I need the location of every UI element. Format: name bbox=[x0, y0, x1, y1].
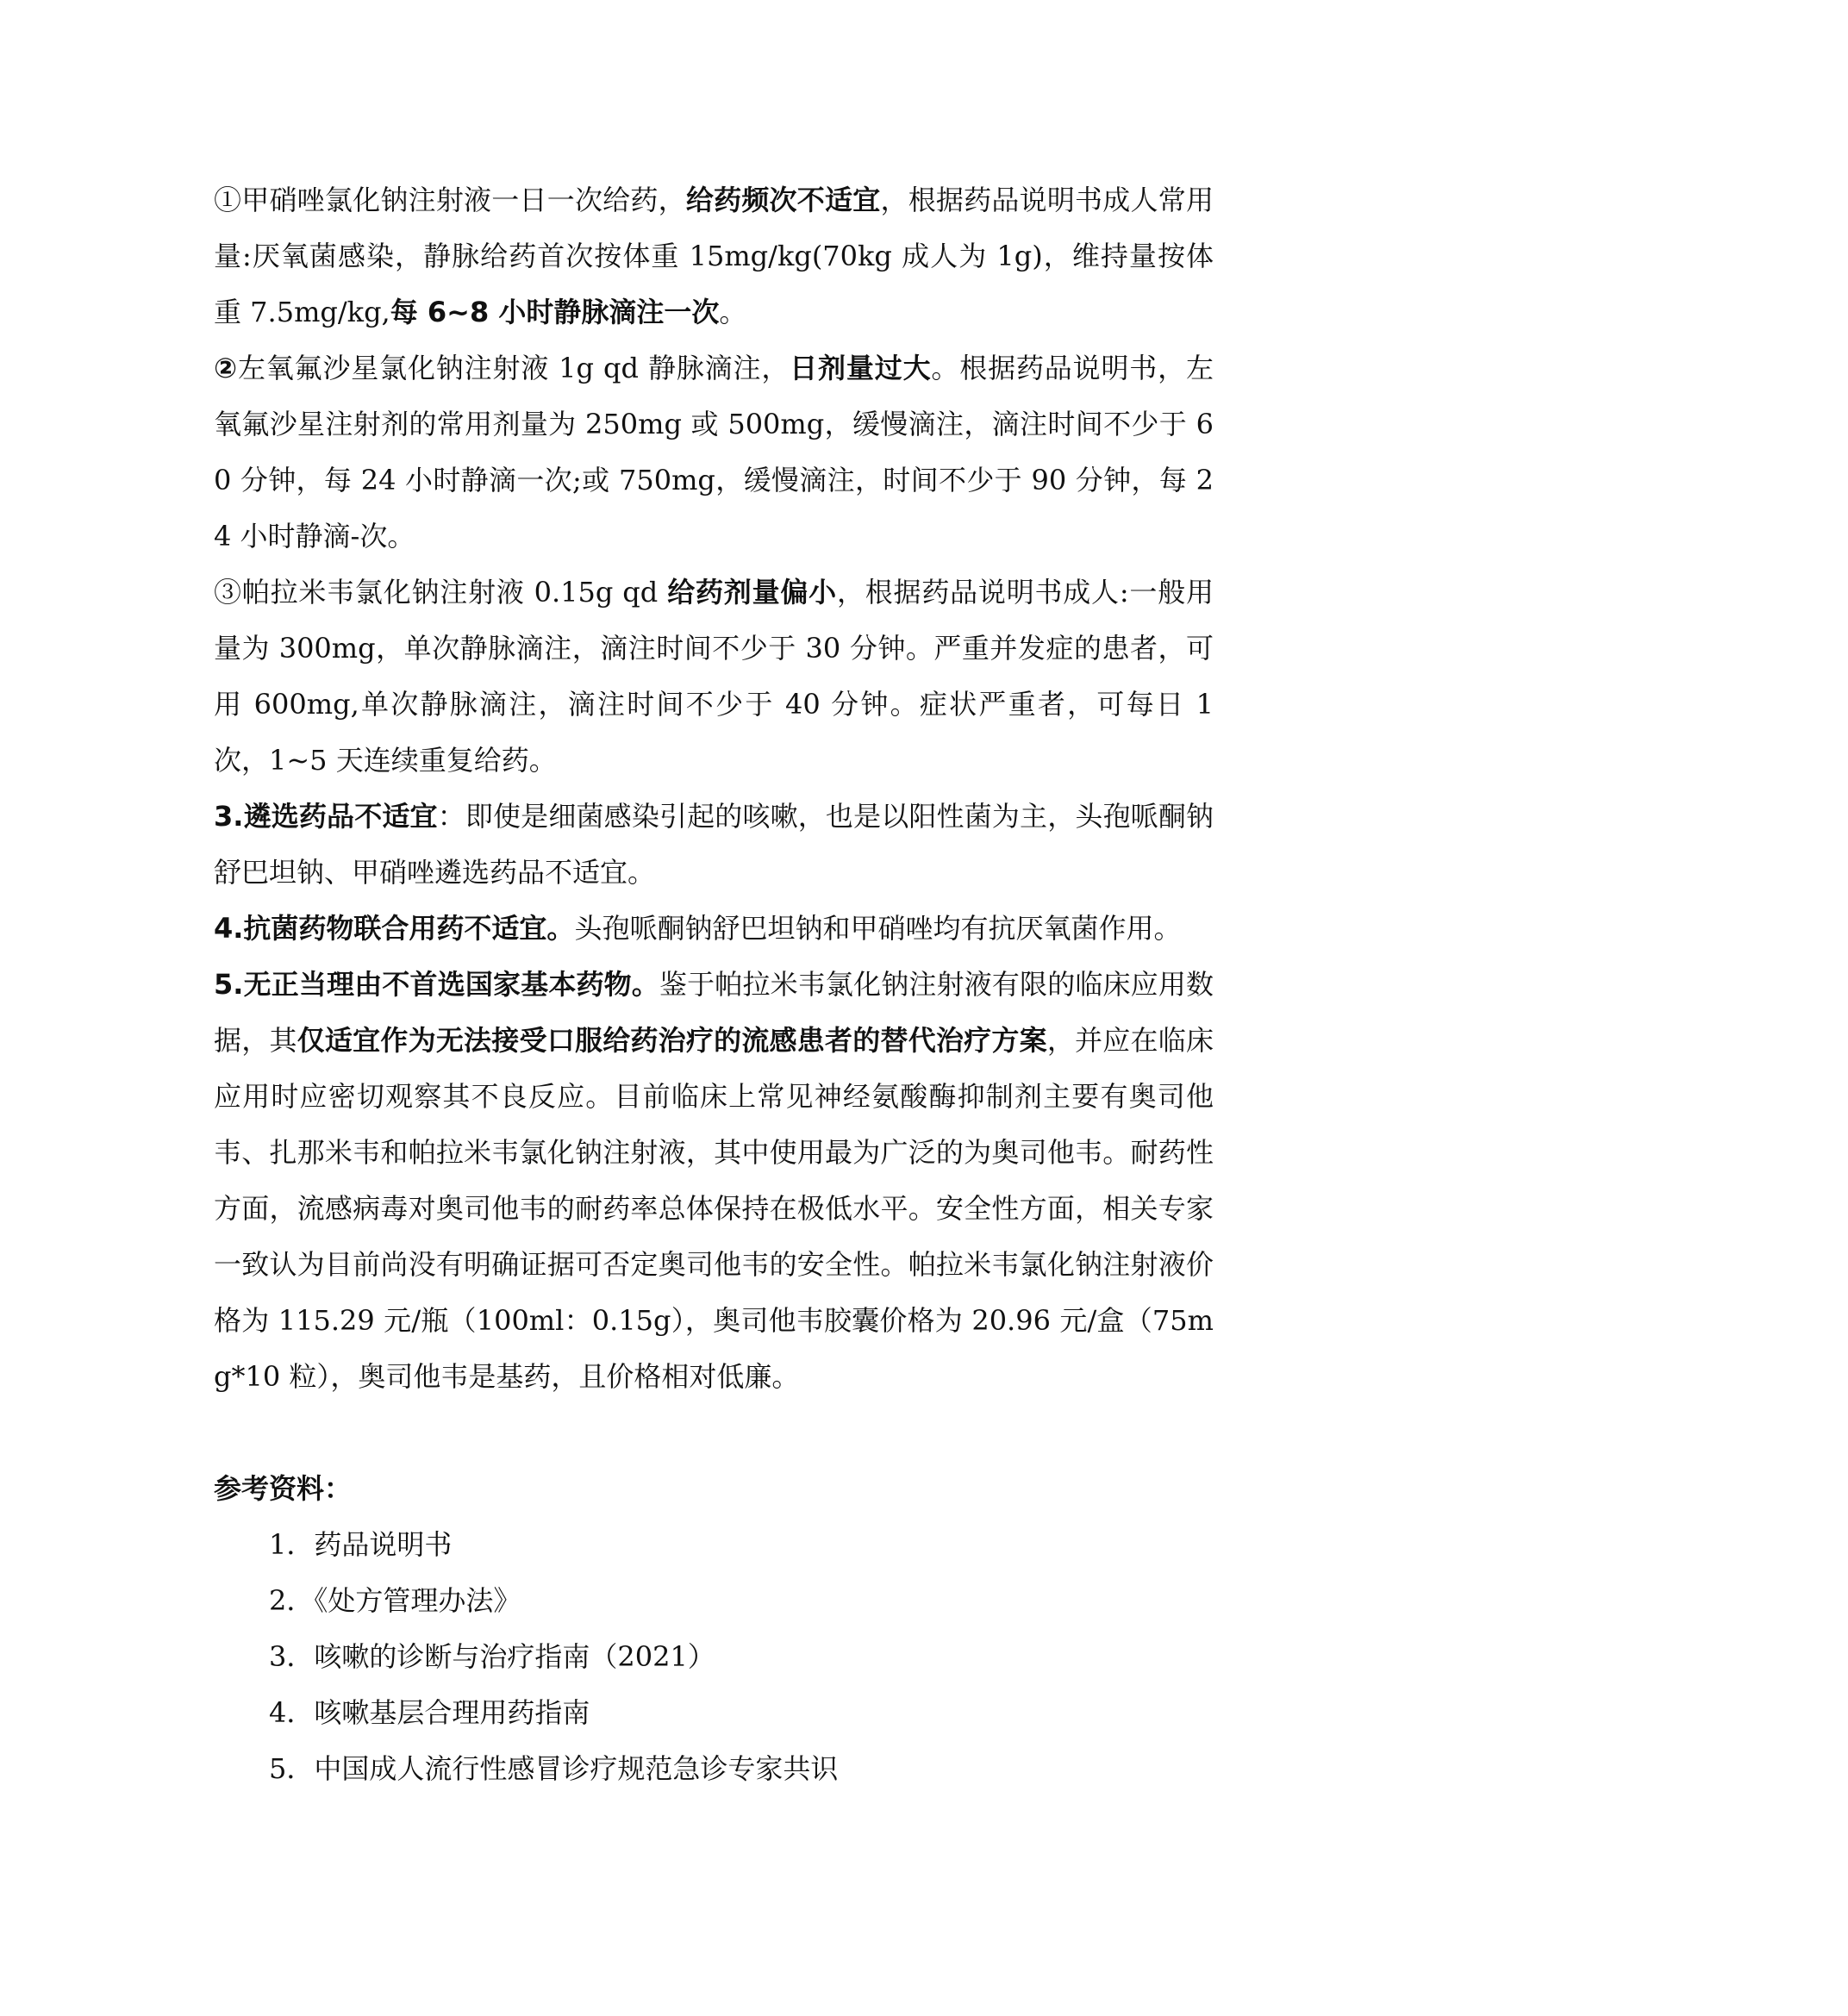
reference-item: 3．咳嗽的诊断与治疗指南（2021） bbox=[269, 1640, 715, 1673]
paragraph-levofloxacin: ②左氧氟沙星氯化钠注射液 1g qd 静脉滴注，日剂量过大。根据药品说明书，左氧氟沙星注射剂的常用剂量为 250mg 或 500mg，缓慢滴注，滴注时间不少于 60 分钟，每 24 小时静滴一次;或 750mg，缓慢滴注，时间不少于 90 分钟，每 24 小时静滴-次。 bbox=[214, 352, 1214, 552]
reference-item: 5．中国成人流行性感冒诊疗规范急诊专家共识 bbox=[269, 1752, 839, 1785]
bold-alternative-therapy: 仅适宜作为无法接受口服给药治疗的流感患者的替代治疗方案 bbox=[297, 1024, 1047, 1057]
paragraph-essential-drugs: 5.无正当理由不首选国家基本药物。鉴于帕拉米韦氯化钠注射液有限的临床应用数据，其仅适宜作为无法接受口服给药治疗的流感患者的替代治疗方案，并应在临床应用时应密切观察其不良反应。目前临床上常见神经氨酸酶抑制剂主要有奥司他韦、扎那米韦和帕拉米韦氯化钠注射液，其中使用最为广泛的为奥司他韦。耐药性方面，流感病毒对奥司他韦的耐药率总体保持在极低水平。安全性方面，相关专家一致认为目前尚没有明确证据可否定奥司他韦的安全性。帕拉米韦氯化钠注射液价格为 115.29 元/瓶（100ml：0.15g），奥司他韦胶囊价格为 20.96 元/盒（75mg*10 粒），奥司他韦是基药，且价格相对低廉。 bbox=[214, 968, 1214, 1393]
paragraph-drug-selection: 3.遴选药品不适宜：即使是细菌感染引起的咳嗽，也是以阳性菌为主，头孢哌酮钠舒巴坦钠、甲硝唑遴选药品不适宜。 bbox=[214, 800, 1214, 889]
paragraph-combination: 4.抗菌药物联合用药不适宜。头孢哌酮钠舒巴坦钠和甲硝唑均有抗厌氧菌作用。 bbox=[214, 912, 1182, 945]
reference-item: 2．《处方管理办法》 bbox=[269, 1584, 521, 1617]
bold-dose-too-high: 日剂量过大 bbox=[790, 352, 932, 384]
document-page bbox=[214, 172, 1214, 1797]
bold-combination-heading: 4.抗菌药物联合用药不适宜。 bbox=[214, 912, 575, 945]
bold-dosing-interval: 每 6~8 小时静脉滴注一次 bbox=[390, 296, 720, 328]
bold-essential-heading: 5.无正当理由不首选国家基本药物。 bbox=[214, 968, 659, 1001]
paragraph-metronidazole: ①甲硝唑氯化钠注射液一日一次给药，给药频次不适宜，根据药品说明书成人常用量:厌氧菌感染，静脉给药首次按体重 15mg/kg(70kg 成人为 1g)，维持量按体重 7.5mg/kg,每 6~8 小时静脉滴注一次。 bbox=[214, 184, 1214, 328]
bold-frequency-issue: 给药频次不适宜 bbox=[685, 184, 881, 216]
reference-item: 4．咳嗽基层合理用药指南 bbox=[269, 1696, 590, 1729]
references-list bbox=[214, 1517, 1214, 1797]
paragraph-peramivir: ③帕拉米韦氯化钠注射液 0.15g qd 给药剂量偏小，根据药品说明书成人:一般用量为 300mg，单次静脉滴注，滴注时间不少于 30 分钟。严重并发症的患者，可用 600mg,单次静脉滴注，滴注时间不少于 40 分钟。症状严重者，可每日 1 次，1~5 天连续重复给药。 bbox=[214, 576, 1214, 777]
bold-dose-too-low: 给药剂量偏小 bbox=[667, 576, 837, 609]
reference-item: 1．药品说明书 bbox=[269, 1528, 453, 1561]
references-title: 参考资料： bbox=[214, 1472, 353, 1505]
bold-selection-heading: 3.遴选药品不适宜 bbox=[214, 800, 438, 833]
